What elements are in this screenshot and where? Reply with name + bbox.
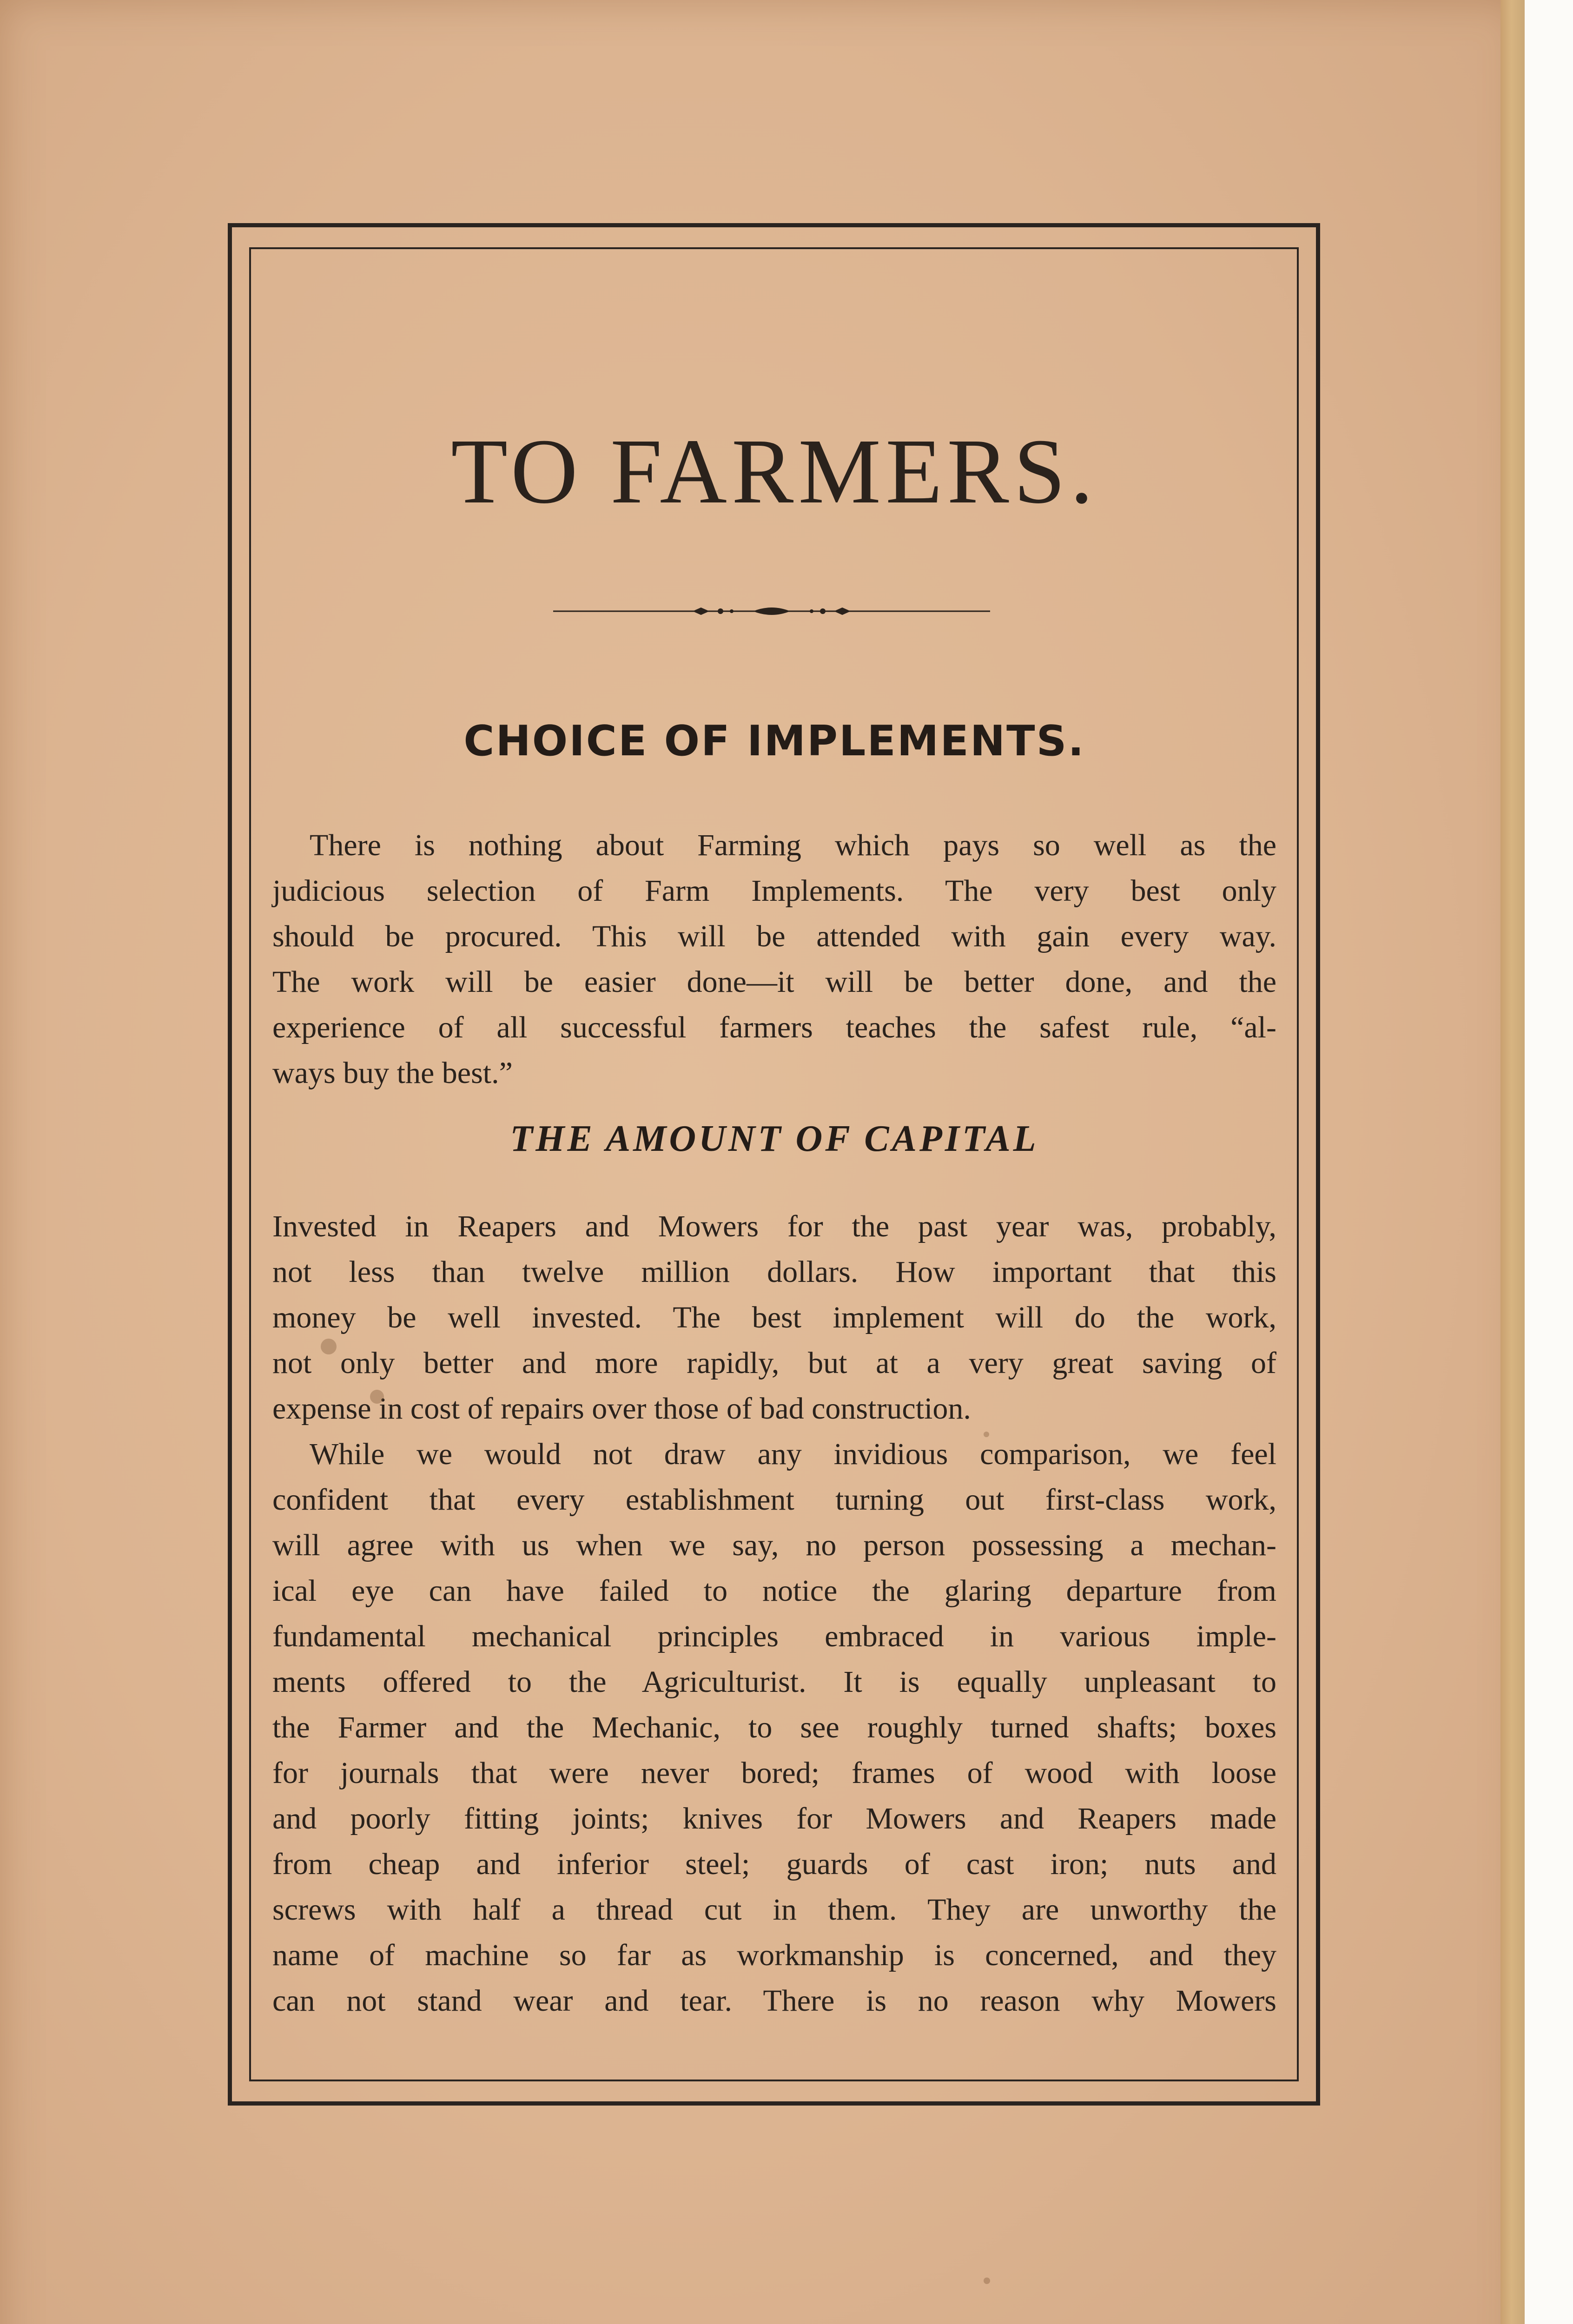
text-line: There is nothing about Farming which pays so well as the xyxy=(310,828,1276,862)
text-line: will agree with us when we say, no person possessing a mechan- xyxy=(272,1528,1276,1562)
text-line: and poorly fitting joints; knives for Mowers and Reapers made xyxy=(272,1802,1276,1835)
section-title: CHOICE OF IMPLEMENTS. xyxy=(463,717,1085,766)
text-line: Invested in Reapers and Mowers for the past year was, probably, xyxy=(272,1209,1276,1243)
paragraph-capital xyxy=(272,1204,1276,1432)
text-line: not less than twelve million dollars. How important that this xyxy=(272,1255,1276,1289)
text-line: expense in cost of repairs over those of bad construction. xyxy=(272,1392,971,1426)
text-line: screws with half a thread cut in them. They are unworthy the xyxy=(272,1893,1276,1927)
ornament-divider-icon xyxy=(553,602,990,621)
text-line: ments offered to the Agriculturist. It is equally unpleasant to xyxy=(272,1665,1276,1699)
subheading: THE AMOUNT OF CAPITAL xyxy=(510,1118,1039,1159)
text-line: ical eye can have failed to notice the glaring departure from xyxy=(272,1574,1276,1608)
ink-spot xyxy=(321,1339,337,1354)
paragraph-choice xyxy=(272,823,1276,1096)
text-line: ways buy the best.” xyxy=(272,1056,513,1090)
ink-spot xyxy=(984,2278,990,2284)
text-line: experience of all successful farmers teaches the safest rule, “al- xyxy=(272,1010,1276,1044)
page-title: TO FARMERS. xyxy=(451,420,1098,523)
text-line: from cheap and inferior steel; guards of cast iron; nuts and xyxy=(272,1847,1276,1881)
text-line: money be well invested. The best implement will do the work, xyxy=(272,1301,1276,1334)
text-line: The work will be easier done—it will be better done, and the xyxy=(272,965,1276,999)
text-line: While we would not draw any invidious comparison, we feel xyxy=(310,1437,1276,1471)
text-line: should be procured. This will be attended with gain every way. xyxy=(272,919,1276,953)
ink-spot xyxy=(984,1432,989,1437)
ink-spot xyxy=(370,1390,384,1404)
text-line: the Farmer and the Mechanic, to see roughly turned shafts; boxes xyxy=(272,1710,1276,1744)
text-line: can not stand wear and tear. There is no reason why Mowers xyxy=(272,1984,1276,2018)
text-line: for journals that were never bored; frames of wood with loose xyxy=(272,1756,1276,1790)
text-line: judicious selection of Farm Implements. The very best only xyxy=(272,874,1276,908)
text-line: name of machine so far as workmanship is concerned, and they xyxy=(272,1938,1276,1972)
paragraph-comparison xyxy=(272,1432,1276,2024)
text-line: not only better and more rapidly, but at a very great saving of xyxy=(272,1346,1276,1380)
page-edge xyxy=(1500,0,1525,2324)
text-line: fundamental mechanical principles embraced in various imple- xyxy=(272,1619,1276,1653)
text-line: confident that every establishment turning out first-class work, xyxy=(272,1483,1276,1517)
